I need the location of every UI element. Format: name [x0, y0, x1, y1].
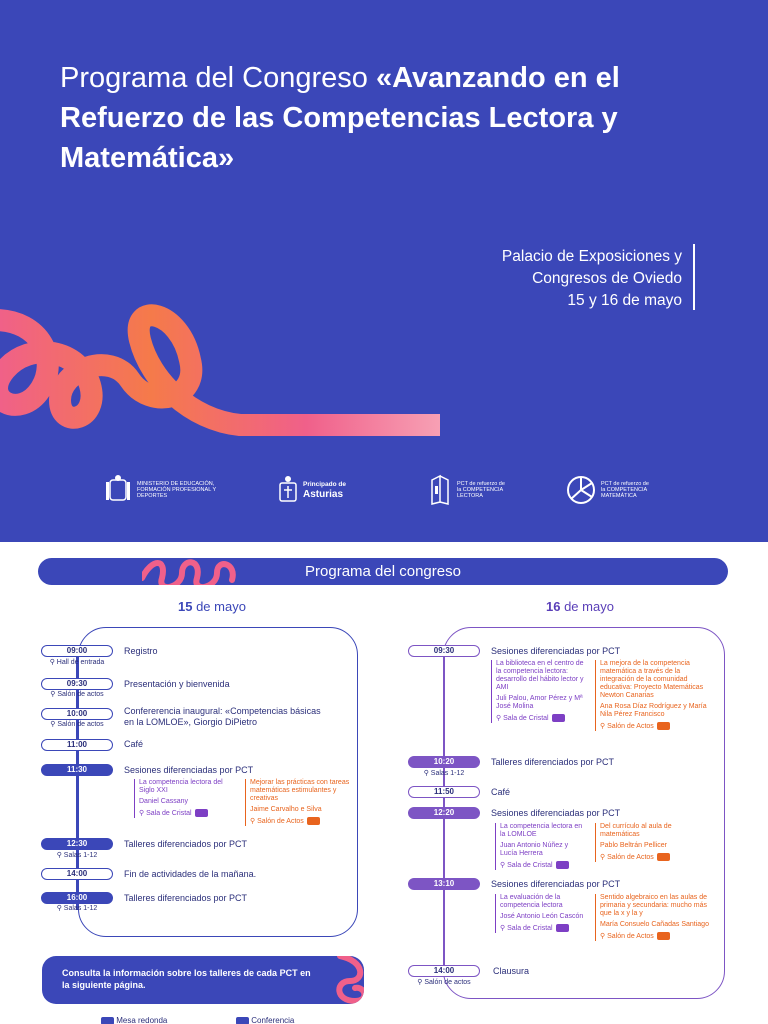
- time-pill: 12:30: [41, 838, 113, 850]
- program-header-bar: [38, 558, 728, 585]
- location-label: ⚲ Hall de entrada: [49, 659, 105, 666]
- time-pill: 14:00: [41, 868, 113, 880]
- time-pill: 09:00: [41, 645, 113, 657]
- location-label: ⚲ Salón de actos: [50, 691, 104, 698]
- venue-line2: Congresos de Oviedo: [532, 270, 682, 287]
- event-title: Café: [124, 739, 144, 749]
- session-lectora: La evaluación de la competencia lectora José Antonio León Cascón ⚲ Sala de Cristal: [495, 894, 587, 933]
- title-light: Programa del Congreso: [60, 62, 376, 94]
- day1-title: 15 de mayo: [178, 599, 246, 614]
- event-title: Café: [491, 787, 511, 797]
- day2-title: 16 de mayo: [546, 599, 614, 614]
- conferencia-icon: [657, 932, 670, 940]
- event-title: Confererencia inaugural: «Competencias básicas en la LOMLOE», Giorgio DiPietro: [124, 706, 321, 727]
- mesa-redonda-icon: [556, 924, 569, 932]
- sponsor-logos: [0, 470, 768, 510]
- ministerio-text: MINISTERIO DE EDUCACIÓN, FORMACIÓN PROFESIONAL Y DEPORTES: [137, 481, 217, 499]
- venue-line1: Palacio de Exposiciones y: [501, 248, 682, 265]
- info-text: Consulta la información sobre los talleres de cada PCT en la siguiente página.: [62, 968, 311, 990]
- time-pill: 14:00: [408, 965, 480, 977]
- location-label: ⚲ Salón de actos: [50, 721, 104, 728]
- conferencia-icon: [657, 853, 670, 861]
- ministerio-logo: [104, 470, 247, 510]
- event-title: Talleres diferenciados por PCT: [124, 839, 248, 849]
- time-pill: 11:30: [41, 764, 113, 776]
- event-title: Sesiones diferenciadas por PCT: [491, 879, 621, 889]
- mesa-redonda-icon: [101, 1017, 114, 1024]
- time-pill: 11:00: [41, 739, 113, 751]
- asturias-line2: Asturias: [303, 489, 344, 500]
- pct-lectora-icon: [428, 474, 452, 506]
- decorative-swirl-mini: [310, 956, 364, 1004]
- legend-mesa-redonda: Mesa redonda: [98, 1016, 167, 1024]
- pct-matematica-icon: [566, 475, 596, 505]
- asturias-line1: Principado de: [303, 481, 346, 488]
- event-title: Talleres diferenciados por PCT: [124, 893, 248, 903]
- coat-of-arms-icon: [104, 474, 132, 506]
- event-title: Clausura: [493, 966, 530, 976]
- time-pill: 11:50: [408, 786, 480, 798]
- conferencia-icon: [236, 1017, 249, 1024]
- asturias-logo: [278, 470, 346, 510]
- mesa-redonda-icon: [552, 714, 565, 722]
- time-pill: 09:30: [41, 678, 113, 690]
- time-pill: 09:30: [408, 645, 480, 657]
- asturias-crest-icon: [278, 475, 298, 505]
- pct-lectora-logo: [428, 470, 507, 510]
- title-bold: «Avanzando en el Refuerzo de las Competencias Lectora y Matemática»: [60, 62, 620, 174]
- session-lectora: La biblioteca en el centro de la competencia lectora: desarrollo del hábito lector y AMI Juli Palou, Amor Pérez y Mª José Molina ⚲ Sala de Cristal: [491, 660, 589, 723]
- session-lectora: La competencia lectora en la LOMLOE Juan Antonio Núñez y Lucía Herrera ⚲ Sala de Cristal: [495, 823, 587, 870]
- event-title: Registro: [124, 646, 158, 656]
- venue-divider: [693, 244, 695, 310]
- time-pill: 16:00: [41, 892, 113, 904]
- location-label: ⚲ Salón de actos: [417, 979, 471, 986]
- location-label: ⚲ Salas 1-12: [56, 905, 98, 912]
- mesa-redonda-icon: [556, 861, 569, 869]
- session-matematica: La mejora de la competencia matemática a través de la integración de la comunidad educativa: Proyecto Matemáticas Newton Canarias Ana Rosa Díaz Rodríguez y María Nila Pérez Francisco ⚲ Salón de Actos: [595, 660, 713, 731]
- conferencia-icon: [307, 817, 320, 825]
- session-matematica: Mejorar las prácticas con tareas matemáticas estimulantes y creativas Jaime Carvalho e Silva ⚲ Salón de Actos: [245, 779, 353, 826]
- legend-conferencia: Conferencia: [233, 1016, 294, 1024]
- session-matematica: Sentido algebraico en las aulas de primaria y secundaria: mucho más que la x y la y María Consuelo Cañadas Santiago ⚲ Salón de Actos: [595, 894, 717, 941]
- pct-matematica-logo: [566, 470, 651, 510]
- event-title: Sesiones diferenciadas por PCT: [491, 808, 621, 818]
- session-lectora: La competencia lectora del Siglo XXI Daniel Cassany ⚲ Sala de Cristal: [134, 779, 234, 818]
- time-pill: 12:20: [408, 807, 480, 819]
- time-pill: 10:00: [41, 708, 113, 720]
- page-title: [60, 58, 700, 178]
- location-label: ⚲ Salas 1-12: [423, 770, 465, 777]
- mesa-redonda-icon: [195, 809, 208, 817]
- program-title: Programa del congreso: [305, 563, 461, 580]
- decorative-swirl-graphic: [0, 290, 440, 450]
- time-pill: 13:10: [408, 878, 480, 890]
- event-title: Presentación y bienvenida: [124, 679, 230, 689]
- pct-lectora-text: PCT de refuerzo de la COMPETENCIA LECTORA: [457, 481, 505, 499]
- event-dates: 15 y 16 de mayo: [567, 292, 682, 309]
- session-matematica: Del currículo al aula de matemáticas Pablo Beltrán Pellicer ⚲ Salón de Actos: [595, 823, 705, 862]
- time-pill: 10:20: [408, 756, 480, 768]
- conferencia-icon: [657, 722, 670, 730]
- event-title: Sesiones diferenciadas por PCT: [491, 646, 621, 656]
- pct-matematica-text: PCT de refuerzo de la COMPETENCIA MATEMÁTICA: [601, 481, 649, 499]
- location-label: ⚲ Salas 1-12: [56, 852, 98, 859]
- event-title: Fin de actividades de la mañana.: [124, 869, 257, 879]
- info-callout: [42, 956, 364, 1004]
- event-title: Talleres diferenciados por PCT: [491, 757, 615, 767]
- event-title: Sesiones diferenciadas por PCT: [124, 765, 254, 775]
